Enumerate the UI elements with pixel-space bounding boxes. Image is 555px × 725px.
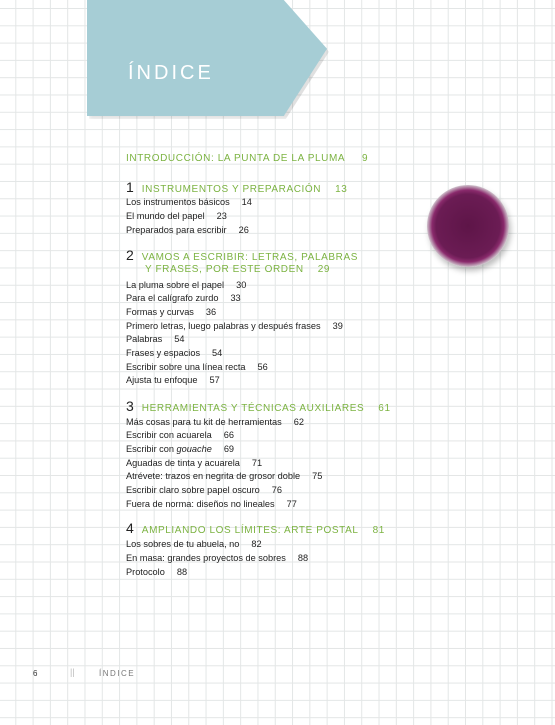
toc-item: Formas y curvas 36: [126, 307, 217, 317]
chapter-title-continued: Y FRASES, POR ESTE ORDEN: [145, 264, 304, 275]
toc-chapter-4: [126, 522, 385, 537]
chapter-page: 81: [372, 525, 385, 536]
toc-chapter-2: [126, 249, 358, 264]
toc-item: La pluma sobre el papel 30: [126, 280, 247, 290]
toc-item: Preparados para escribir 26: [126, 225, 249, 235]
chapter-page: 13: [335, 184, 348, 195]
toc-intro-label: INTRODUCCIÓN: LA PUNTA DE LA PLUMA: [126, 153, 345, 164]
chapter-number: 2: [126, 247, 134, 263]
toc-intro-page: 9: [361, 153, 369, 164]
footer-title: ÍNDICE: [99, 669, 136, 678]
toc-item: Los sobres de tu abuela, no 82: [126, 539, 262, 549]
toc-item: Protocolo 88: [126, 567, 188, 577]
toc-item: En masa: grandes proyectos de sobres 88: [126, 553, 309, 563]
toc-item: Más cosas para tu kit de herramientas 62: [126, 417, 304, 427]
chapter-number: 1: [126, 179, 134, 195]
toc-item: Primero letras, luego palabras y después frases 39: [126, 321, 343, 331]
toc-item: Los instrumentos básicos 14: [126, 197, 252, 207]
toc-item: Escribir claro sobre papel oscuro 76: [126, 485, 283, 495]
toc-item: Fuera de norma: diseños no lineales 77: [126, 499, 297, 509]
chapter-number: 3: [126, 398, 134, 414]
footer-separator: ||: [70, 667, 75, 677]
toc-item: Frases y espacios 54: [126, 348, 223, 358]
toc-item: Atrévete: trazos en negrita de grosor doble 75: [126, 471, 323, 481]
toc-chapter-2-line2: [145, 263, 330, 276]
toc-intro: [126, 153, 368, 164]
toc-item: Aguadas de tinta y acuarela 71: [126, 458, 263, 468]
header-banner: [87, 0, 327, 116]
chapter-page: 29: [317, 264, 331, 275]
toc-item: El mundo del papel 23: [126, 211, 227, 221]
toc-item: Escribir sobre una línea recta 56: [126, 362, 268, 372]
toc-item: Para el calígrafo zurdo 33: [126, 293, 241, 303]
chapter-page: 61: [378, 403, 391, 414]
page-title: ÍNDICE: [128, 62, 214, 84]
ink-pot-image: [427, 185, 509, 267]
chapter-title: VAMOS A ESCRIBIR: LETRAS, PALABRAS: [141, 252, 359, 263]
toc-item: Escribir con gouache 69: [126, 444, 235, 454]
chapter-title: AMPLIANDO LOS LÍMITES: ARTE POSTAL: [141, 525, 359, 536]
chapter-title: INSTRUMENTOS Y PREPARACIÓN: [141, 184, 322, 195]
footer-page-number: 6: [33, 669, 38, 678]
toc-chapter-3: [126, 400, 391, 415]
chapter-number: 4: [126, 520, 134, 536]
toc-chapter-1: [126, 181, 347, 196]
toc-item: Ajusta tu enfoque 57: [126, 375, 220, 385]
toc-item: Palabras 54: [126, 334, 185, 344]
toc-item: Escribir con acuarela 66: [126, 430, 235, 440]
chapter-title: HERRAMIENTAS Y TÉCNICAS AUXILIARES: [141, 403, 365, 414]
